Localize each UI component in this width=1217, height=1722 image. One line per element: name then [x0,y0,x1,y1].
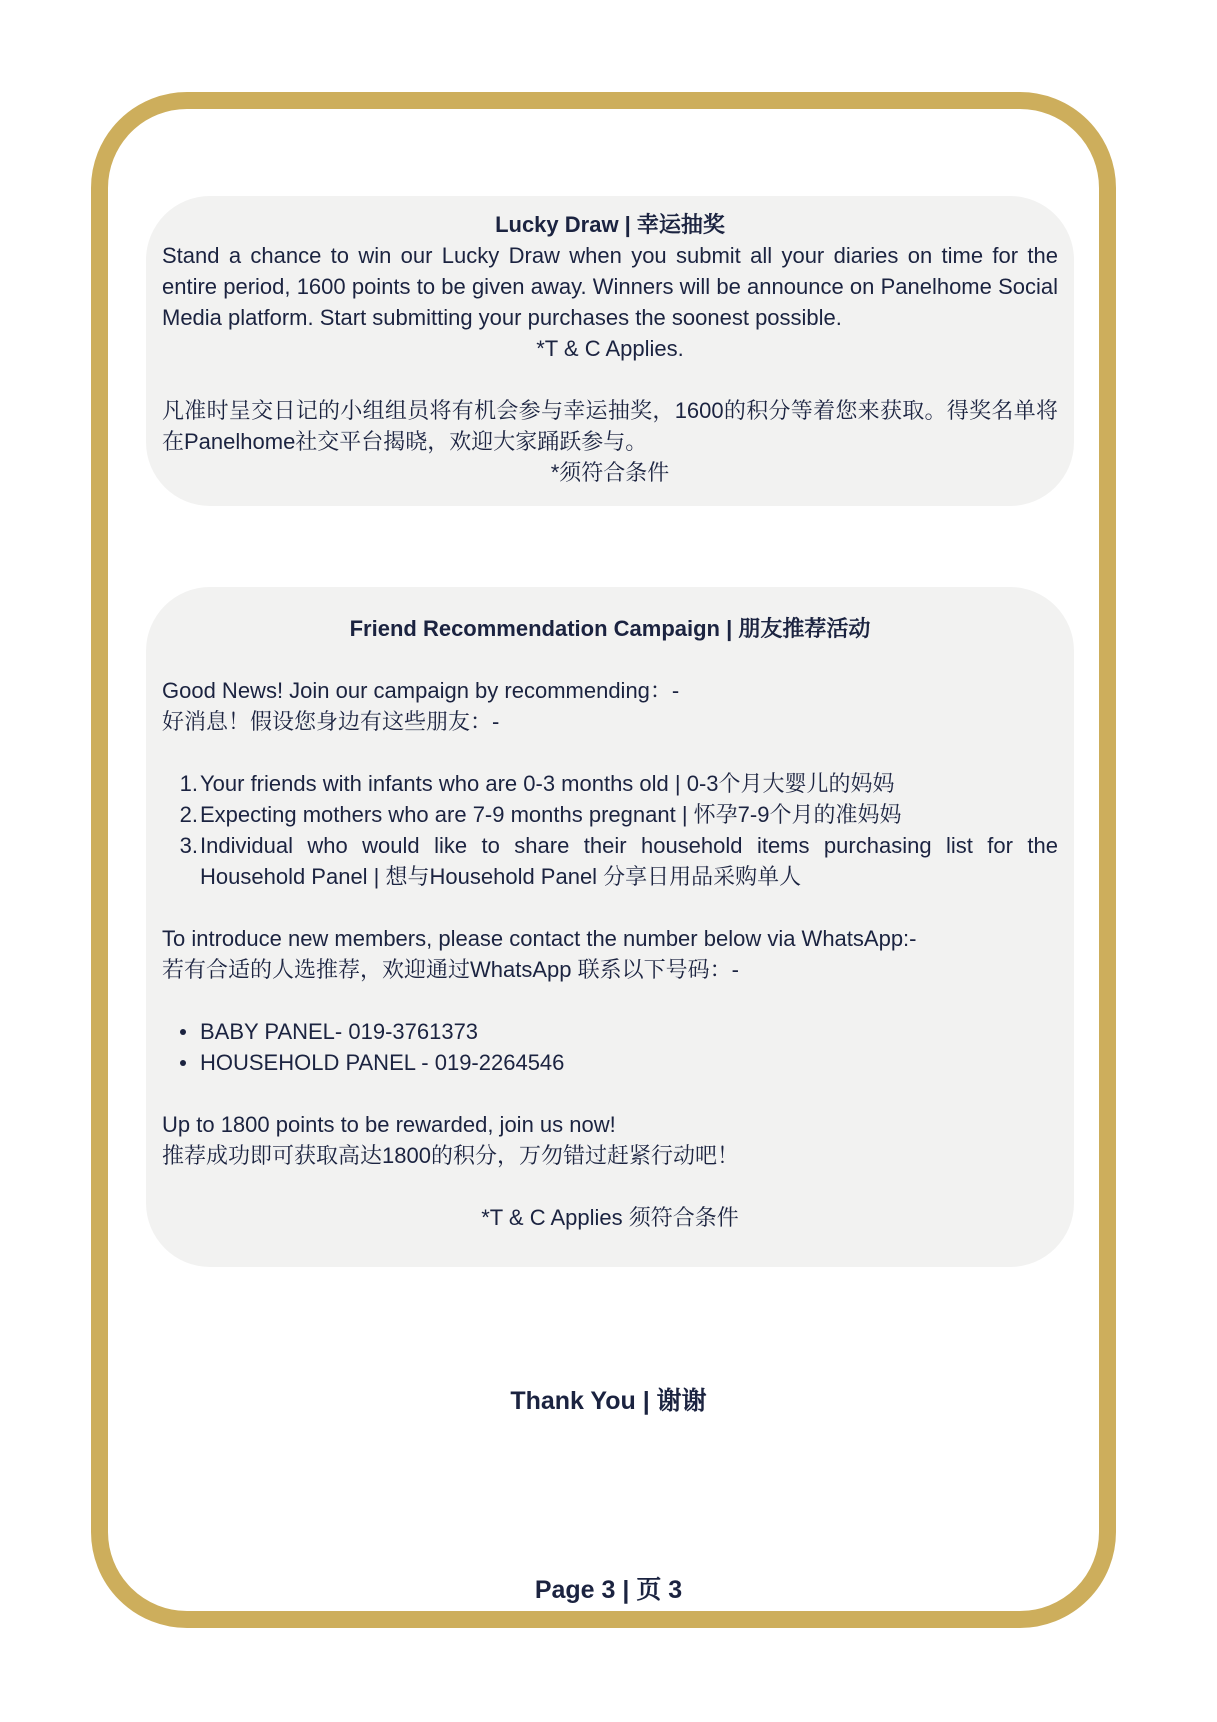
bullet-icon [180,1029,186,1035]
contact-item-household-panel [200,1047,1058,1078]
friend-campaign-intro-en: Good News! Join our campaign by recommending：- [162,678,680,703]
contact-instructions-zh: 若有合适的人选推荐，欢迎通过WhatsApp 联系以下号码：- [162,957,739,982]
thank-you-text: Thank You | 谢谢 [510,1387,707,1415]
friend-campaign-card [146,587,1074,1267]
friend-campaign-intro-zh: 好消息！假设您身边有这些朋友：- [162,709,500,734]
page-number: Page 3 | 页 3 [534,1576,683,1604]
bullet-icon [180,1060,186,1066]
lucky-draw-title: Lucky Draw | 幸运抽奖 [495,212,725,237]
lucky-draw-card [146,196,1074,506]
criteria-number: 2. [179,802,198,827]
criteria-item [179,799,1058,830]
criteria-item [179,768,1058,799]
lucky-draw-body-zh: 凡准时呈交日记的小组组员将有机会参与幸运抽奖，1600的积分等着您来获取。得奖名单将在Panelhome社交平台揭晓，欢迎大家踊跃参与。 [162,398,1058,454]
lucky-draw-body-en: Stand a chance to win our Lucky Draw when you submit all your diaries on time for the entire period, 1600 points to be given away. Winners will be announce on Panelhome Social Media platform. Start submitting your purchases the soonest possible. [162,243,1058,330]
lucky-draw-terms-en: *T & C Applies. [536,336,684,361]
reward-text-en: Up to 1800 points to be rewarded, join us now! [162,1112,616,1137]
contact-text: BABY PANEL- 019-3761373 [200,1019,479,1044]
reward-text-zh: 推荐成功即可获取高达1800的积分，万勿错过赶紧行动吧！ [162,1143,739,1168]
friend-campaign-terms: *T & C Applies 须符合条件 [481,1205,739,1230]
criteria-text: Individual who would like to share their household items purchasing list for the Household Panel | 想与Household Panel 分享日用品采购单人 [200,833,1058,889]
criteria-list [162,768,1058,892]
contact-instructions-en: To introduce new members, please contact the number below via WhatsApp:- [162,926,917,951]
contact-item-baby-panel [200,1016,1058,1047]
criteria-text: Your friends with infants who are 0-3 months old | 0-3个月大婴儿的妈妈 [200,771,895,796]
criteria-text: Expecting mothers who are 7-9 months pregnant | 怀孕7-9个月的准妈妈 [200,802,902,827]
contact-text: HOUSEHOLD PANEL - 019-2264546 [200,1050,565,1075]
contact-list [162,1016,1058,1078]
criteria-number: 3. [179,833,198,858]
criteria-number: 1. [179,771,198,796]
lucky-draw-terms-zh: *须符合条件 [550,460,670,485]
friend-campaign-title: Friend Recommendation Campaign | 朋友推荐活动 [349,616,871,641]
criteria-item [179,830,1058,892]
